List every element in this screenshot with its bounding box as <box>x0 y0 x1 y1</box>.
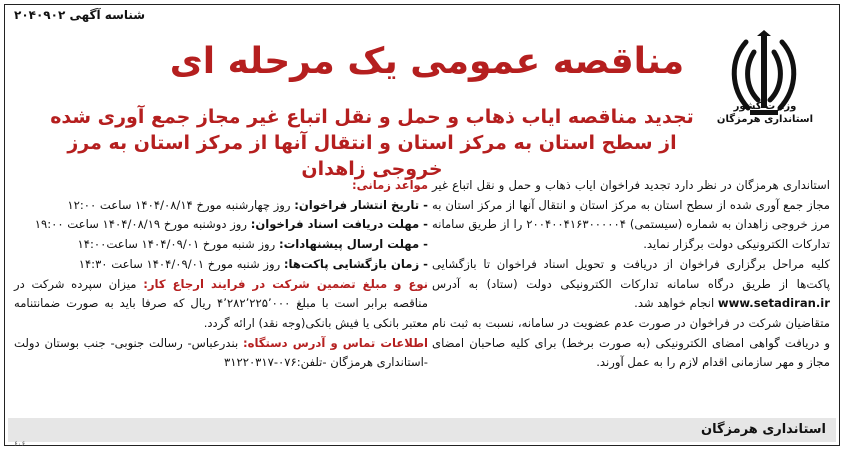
subtitle <box>40 104 704 182</box>
process-text: کلیه مراحل برگزاری فراخوان از دریافت و تحویل اسناد فراخوان تا بازگشایی پاکت‌ها از طریق درگاه سامانه تدارکات الکترونیکی دولت (ستاد) به آدرس <box>432 256 830 291</box>
contact-heading: اطلاعات تماس و آدرس دستگاه: <box>242 335 428 350</box>
schedule-label: - زمان بازگشایی پاکت‌ها: <box>283 256 428 271</box>
intro-text: استانداری هرمزگان در نظر دارد تجدید فراخوان ایاب ذهاب و حمل و نقل اتباع غیر مجاز جمع آوری شده از سطح استان به مرکز استان و انتقال آنها از مرکز استان به مرز خروجی زاهدان به شماره (سیستمی) ۲۰۰۴۰۰۴۱۶۳۰۰۰۰۰۴ را از طریق سامانه تدارکات الکترونیکی دولت برگزار نماید. <box>432 178 830 252</box>
guarantee-heading: نوع و مبلغ تضمین شرکت در فرایند ارجاع کار: <box>143 276 428 291</box>
page-number: ۶۰۶ <box>14 440 26 448</box>
ministry-label <box>710 100 820 126</box>
subtitle-line-2: از سطح استان به مرکز استان و انتقال آنها از مرکز استان به مرز خروجی زاهدان <box>67 132 677 180</box>
schedule-column <box>14 176 428 373</box>
schedule-item <box>14 255 428 275</box>
guarantee-text: میزان سپرده شرکت در مناقصه برابر است با مبلغ ۴٬۲۸۲٬۲۲۵٬۰۰۰ ریال که صرفا باید به صورت ضمانتنامه معتبر بانکی یا فیش بانکی(وجه نقد) ارائه گردد. <box>14 276 428 330</box>
schedule-value: روز شنبه مورخ ۱۴۰۴/۰۹/۰۱ ساعت ۱۴:۳۰ <box>78 256 284 271</box>
schedule-item <box>14 196 428 216</box>
footer-bar <box>8 418 836 442</box>
process-text-end: انجام خواهد شد. <box>634 296 715 311</box>
schedule-label: - تاریخ انتشار فراخوان: <box>294 197 428 212</box>
registration-text: متقاضیان شرکت در فراخوان در صورت عدم عضویت در سامانه، نسبت به ثبت نام و دریافت گواهی امضای الکترونیکی (به صورت برخط) برای کلیه صاحبان امضای مجاز و مهر سازمانی اقدام لازم را به عمل آورند. <box>432 315 830 370</box>
schedule-heading: مواعد زمانی: <box>352 178 428 192</box>
schedule-value: روز شنبه مورخ ۱۴۰۴/۰۹/۰۱ ساعت۱۴:۰۰ <box>77 237 279 252</box>
body-column <box>432 176 830 373</box>
schedule-value: روز چهارشنبه مورخ ۱۴۰۴/۰۸/۱۴ ساعت ۱۲:۰۰ <box>67 197 295 212</box>
ministry-name: وزارت کشور <box>733 101 797 112</box>
schedule-value: روز دوشنبه مورخ ۱۴۰۴/۰۸/۱۹ ساعت ۱۹:۰۰ <box>34 217 251 232</box>
schedule-item <box>14 235 428 255</box>
ad-id: شناسه آگهی ۲۰۴۰۹۰۲ <box>14 8 146 22</box>
contact-block <box>14 334 428 373</box>
page-title: مناقصه عمومی یک مرحله ای <box>169 41 685 82</box>
contact-text: بندرعباس- رسالت جنوبی- جنب بوستان دولت -استانداری هرمزگان -تلفن:۰۷۶-۳۱۲۲۰۳۱۷ <box>14 335 428 370</box>
schedule-item <box>14 215 428 235</box>
province-name: استانداری هرمزگان <box>716 114 814 125</box>
subtitle-line-1: تجدید مناقصه ایاب ذهاب و حمل و نقل اتباع غیر مجاز جمع آوری شده <box>50 106 694 128</box>
website-link[interactable]: www.setadiran.ir <box>717 296 830 311</box>
footer-org: استانداری هرمزگان <box>701 422 826 437</box>
schedule-label: - مهلت دریافت اسناد فراخوان: <box>250 217 428 232</box>
guarantee-block <box>14 275 428 334</box>
schedule-label: - مهلت ارسال پیشنهادات: <box>278 237 428 252</box>
